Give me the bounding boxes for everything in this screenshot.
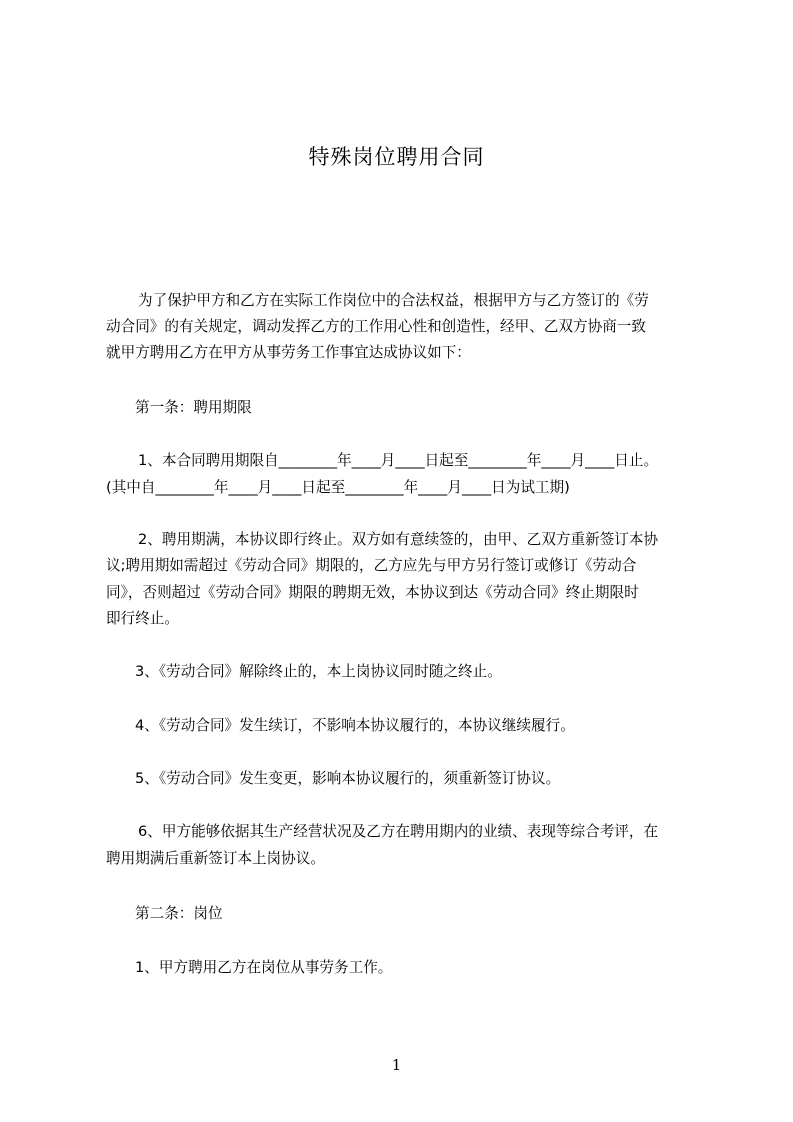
page-number: 1 [391,1056,402,1074]
article1-clause4: 4、《劳动合同》发生续订，不影响本协议履行的，本协议继续履行。 [135,717,575,734]
article1-clause5: 5、《劳动合同》发生变更，影响本协议履行的，须重新签订协议。 [135,770,561,787]
intro-line-1: 为了保护甲方和乙方在实际工作岗位中的合法权益，根据甲方与乙方签订的《劳 [138,292,649,309]
article2-clause1: 1、甲方聘用乙方在岗位从事劳务工作。 [135,959,393,976]
document-title: 特殊岗位聘用合同 [308,145,485,169]
article1-clause1-line-1: 1、本合同聘用期限自________年____月____日起至________年____月____日止。 [138,452,659,469]
article1-clause2-line-1: 2、聘用期满，本协议即行终止。双方如有意续签的，由甲、乙双方重新签订本协 [138,531,659,548]
article1-clause6-line-1: 6、甲方能够依据其生产经营状况及乙方在聘用期内的业绩、表现等综合考评，在 [138,823,659,840]
intro-line-3: 就甲方聘用乙方在甲方从事劳务工作事宜达成协议如下： [106,344,471,361]
article1-clause1-line-2: (其中自________年____月____日起至________年____月____日为试工期) [106,479,570,496]
article2-heading: 第二条：岗位 [135,905,223,922]
article1-clause3: 3、《劳动合同》解除终止的，本上岗协议同时随之终止。 [135,663,502,680]
article1-clause2-line-2: 议;聘用期如需超过《劳动合同》期限的，乙方应先与甲方另行签订或修订《劳动合 [106,557,637,574]
article1-clause2-line-3: 同》，否则超过《劳动合同》期限的聘期无效，本协议到达《劳动合同》终止期限时 [106,584,639,601]
article1-heading: 第一条：聘用期限 [135,399,252,416]
intro-line-2: 动合同》的有关规定，调动发挥乙方的工作用心性和创造性，经甲、乙双方协商一致 [106,318,646,335]
article1-clause6-line-2: 聘用期满后重新签订本上岗协议。 [106,850,325,867]
article1-clause2-line-4: 即行终止。 [106,610,179,627]
